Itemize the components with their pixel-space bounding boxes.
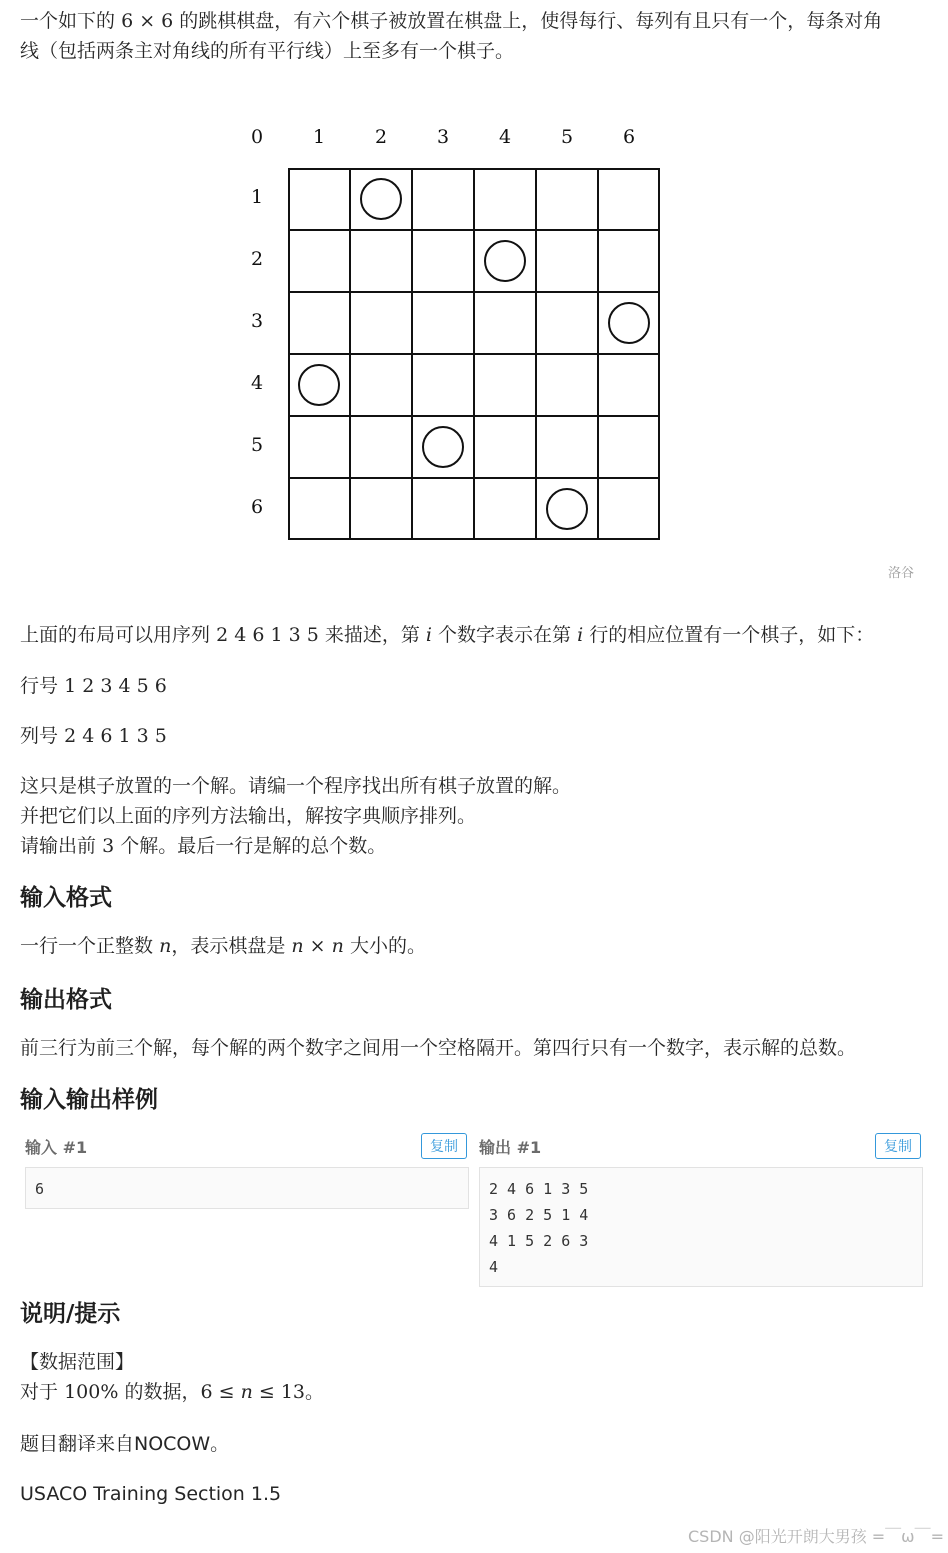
grid-horizontal-line (288, 477, 660, 479)
grid-horizontal-line (288, 353, 660, 355)
sample-input-code: 6 (25, 1167, 469, 1209)
translate-note: 题目翻译来自NOCOW。 (20, 1433, 230, 1455)
n-math: n (159, 935, 172, 957)
luogu-watermark: 洛谷 (887, 566, 914, 581)
range-text-a: 对于 (20, 1381, 59, 1403)
notes-line-2: 并把它们以上面的序列方法输出，解按字典顺序排列。 (20, 805, 477, 827)
intro-text-a: 一个如下的 (20, 10, 116, 32)
grid-horizontal-line (288, 415, 660, 417)
describe-text-d: 行的相应位置有一个棋子，如下： (589, 624, 875, 646)
column-label-6: 6 (622, 126, 636, 148)
chess-piece-row-3 (608, 302, 650, 344)
sample-output-label: 输出 #1 (479, 1138, 542, 1157)
board-size-math: 6 × 6 (121, 10, 174, 32)
copy-input-button[interactable]: 复制 (421, 1133, 467, 1159)
row-line-numbers: 1 2 3 4 5 6 (64, 675, 167, 697)
row-label-6: 6 (250, 496, 264, 518)
column-label-0: 0 (250, 126, 264, 148)
notes-line-1: 这只是棋子放置的一个解。请编一个程序找出所有棋子放置的解。 (20, 775, 572, 797)
row-label-3: 3 (250, 310, 264, 332)
samples-heading: 输入输出样例 (20, 1087, 158, 1113)
sequence-math: 2 4 6 1 3 5 (216, 624, 319, 646)
output-format-text: 前三行为前三个解，每个解的两个数字之间用一个空格隔开。第四行只有一个数字，表示解的总数。 (20, 1037, 857, 1059)
chess-piece-row-1 (360, 178, 402, 220)
sample-output-code: 2 4 6 1 3 5 3 6 2 5 1 4 4 1 5 2 6 3 4 (479, 1167, 923, 1287)
row-label-5: 5 (250, 434, 264, 456)
hint-heading: 说明/提示 (20, 1301, 121, 1327)
notes-num-math: 3 (102, 835, 115, 857)
times-math: × (309, 935, 326, 957)
column-label-3: 3 (436, 126, 450, 148)
index-i-math: i (425, 624, 432, 646)
copy-output-button[interactable]: 复制 (875, 1133, 921, 1159)
range-title: 【数据范围】 (20, 1351, 135, 1373)
intro-text-b: 的跳棋棋盘，有六个棋子被放置在棋盘上，使得每行、每列有且只有一个，每条对角 (179, 10, 883, 32)
intro-line-2: 线（包括两条主对角线的所有平行线）上至多有一个棋子。 (20, 40, 515, 62)
describe-text-a: 上面的布局可以用序列 (20, 624, 211, 646)
range-n-math: n (240, 1381, 253, 1403)
col-line-numbers: 2 4 6 1 3 5 (64, 725, 167, 747)
row-label-1: 1 (250, 186, 264, 208)
sample-input-label: 输入 #1 (25, 1138, 88, 1157)
chess-piece-row-2 (484, 240, 526, 282)
input-format-heading: 输入格式 (20, 885, 112, 911)
notes-text-a: 请输出前 (20, 835, 97, 857)
range-text-b: 的数据， (124, 1381, 201, 1403)
output-format-heading: 输出格式 (20, 987, 112, 1013)
range-percent-math: 100% (64, 1381, 119, 1403)
row-line-label: 行号 (20, 675, 59, 697)
range-line (20, 1377, 324, 1407)
describe-text-b: 来描述，第 (324, 624, 420, 646)
chess-piece-row-6 (546, 488, 588, 530)
column-label-5: 5 (560, 126, 574, 148)
notes-line-3 (20, 831, 386, 861)
notes-text-b: 个解。最后一行是解的总个数。 (120, 835, 387, 857)
row-number-line (20, 671, 167, 701)
row-label-2: 2 (250, 248, 264, 270)
chess-piece-row-5 (422, 426, 464, 468)
chess-piece-row-4 (298, 364, 340, 406)
range-expr-a: 6 ≤ (200, 1381, 235, 1403)
col-line-label: 列号 (20, 725, 59, 747)
intro-line-1 (20, 6, 882, 36)
grid-vertical-line (597, 168, 599, 540)
grid-vertical-line (535, 168, 537, 540)
index-i-math-2: i (577, 624, 584, 646)
input-format-text-a: 一行一个正整数 (20, 935, 154, 957)
n-math-3: n (331, 935, 344, 957)
range-expr-b: ≤ 13 (258, 1381, 305, 1403)
describe-line (20, 620, 874, 650)
column-label-2: 2 (374, 126, 388, 148)
input-format-text (20, 931, 426, 961)
range-end: 。 (305, 1381, 325, 1403)
describe-text-c: 个数字表示在第 (438, 624, 572, 646)
source-note: USACO Training Section 1.5 (20, 1483, 282, 1505)
column-label-1: 1 (312, 126, 326, 148)
n-math-2: n (291, 935, 304, 957)
input-format-text-b: ，表示棋盘是 (171, 935, 286, 957)
csdn-watermark: CSDN @阳光开朗大男孩 =￣ω￣= (687, 1527, 944, 1546)
column-label-4: 4 (498, 126, 512, 148)
col-number-line (20, 721, 167, 751)
row-label-4: 4 (250, 372, 264, 394)
input-format-text-c: 大小的。 (349, 935, 426, 957)
